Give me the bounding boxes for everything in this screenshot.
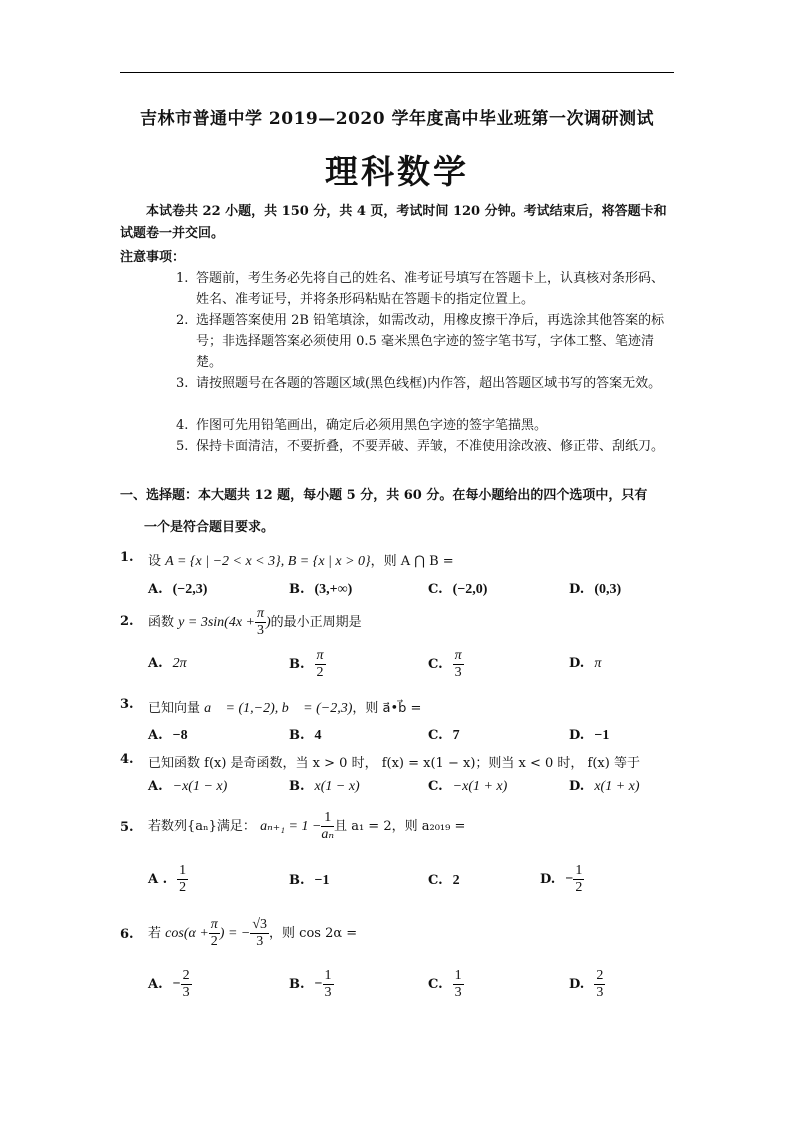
section-heading-line2: 一个是符合题目要求。 [144, 520, 275, 535]
notice-item-text: 作图可先用铅笔画出，确定后必须用黑色字迹的签字笔描黑。 [196, 418, 548, 433]
option-c: C. 2 [428, 873, 460, 888]
notice-item [176, 436, 668, 457]
notice-item-number: 3. [176, 376, 189, 391]
question-stem: 已知函数 f(x) 是奇函数，当 x > 0 时， f(x) = x(1 − x)；则当 x < 0 时， f(x) 等于 [148, 756, 640, 771]
question-number: 5. [120, 820, 134, 835]
notice-item [176, 268, 668, 310]
option-c: C. $\frac{\pi}{3}$ [428, 648, 462, 680]
notice-heading: 注意事项： [120, 250, 186, 265]
option-a: A. −x(1 − x) [148, 779, 228, 794]
question-number: 2. [120, 614, 134, 629]
top-rule [120, 72, 674, 73]
notice-item-text: 选择题答案使用 2B 铅笔填涂，如需改动，用橡皮擦干净后，再选涂其他答案的标号；非选择题答案必须使用 0.5 毫米黑色字迹的签字笔书写，字体工整、笔迹清楚。 [196, 313, 665, 370]
notice-item-text: 答题前，考生务必先将自己的姓名、准考证号填写在答题卡上，认真核对条形码、姓名、准考证号，并将条形码粘贴在答题卡的指定位置上。 [196, 271, 665, 307]
option-a: A. −8 [148, 728, 188, 743]
option-d: D. π [569, 656, 602, 671]
stem-math: aₙ₊₁ = 1 − [260, 819, 322, 834]
option-b: B. 4 [289, 728, 322, 743]
intro-paragraph: 本试卷共 22 小题，共 150 分，共 4 页，考试时间 120 分钟。考试结束后，将答题卡和试题卷一并交回。 [120, 204, 667, 241]
option-b: B. (3,+∞) [289, 582, 353, 597]
section-heading [120, 480, 676, 544]
notice-item-number: 1. [176, 271, 189, 286]
section-heading-line1: 一、选择题：本大题共 12 题，每小题 5 分，共 60 分。在每小题给出的四个选项中，只有 [120, 488, 648, 503]
stem-math: a⃗ = (1,−2), b⃗ = (−2,3) [204, 701, 353, 716]
question-stem [148, 810, 465, 843]
question-number: 6. [120, 927, 134, 942]
stem-text: 设 [148, 554, 162, 569]
stem-text: ，则 cos 2α = [269, 926, 358, 941]
question-stem [148, 606, 362, 639]
option-b: B. x(1 − x) [289, 779, 360, 794]
question-stem [148, 917, 357, 950]
subject-title: 理科数学 [325, 152, 469, 191]
stem-fraction: $\frac{1}{\text{aₙ}}$ [321, 810, 335, 842]
stem-text: ，则 a⃗•b⃗ = [352, 701, 422, 716]
question-stem [148, 550, 454, 570]
stem-math: ) [266, 615, 271, 630]
question-number: 4. [120, 752, 134, 767]
stem-fraction: $\frac{\pi}{2}$ [210, 917, 218, 949]
option-b: B. $\frac{\pi}{2}$ [289, 648, 324, 680]
question-number: 1. [120, 550, 134, 565]
option-d: D. (0,3) [569, 582, 622, 597]
notice-item-number: 5. [176, 439, 189, 454]
stem-text: 函数 [148, 615, 175, 630]
question-5 [120, 810, 680, 850]
stem-fraction: $\frac{\pi}{3}$ [256, 606, 264, 638]
option-a: A. − $\frac{2}{3}$ [148, 968, 190, 1000]
option-d: D. $\frac{2}{3}$ [569, 968, 604, 1000]
stem-fraction: $\frac{√3}{3}$ [252, 917, 268, 949]
stem-text: 且 a₁ = 2，则 a₂₀₁₉ = [334, 819, 466, 834]
notice-item [176, 415, 668, 436]
exam-title: 吉林市普通中学 2019—2020 学年度高中毕业班第一次调研测试 [140, 109, 654, 129]
question-number: 3. [120, 697, 134, 712]
option-c: C. $\frac{1}{3}$ [428, 968, 462, 1000]
notice-item-text: 请按照题号在各题的答题区域(黑色线框)内作答，超出答题区域书写的答案无效。 [196, 376, 662, 391]
option-c: C. −x(1 + x) [428, 779, 508, 794]
stem-text: 的最小正周期是 [270, 615, 362, 630]
option-b: B. −1 [289, 873, 330, 888]
option-a: A. 2π [148, 656, 187, 671]
notice-item-number: 2. [176, 313, 189, 328]
notice-item-text: 保持卡面清洁，不要折叠，不要弄破、弄皱，不准使用涂改液、修正带、刮纸刀。 [196, 439, 665, 454]
notice-item [176, 310, 668, 373]
stem-math: A = {x | −2 < x < 3}, B = {x | x > 0} [165, 554, 371, 569]
option-d: D. − $\frac{1}{2}$ [540, 863, 583, 895]
option-c: C. (−2,0) [428, 582, 488, 597]
stem-math: cos(α + [165, 926, 209, 941]
option-a: A. (−2,3) [148, 582, 208, 597]
stem-math: ) = − [219, 926, 251, 941]
notice-item [176, 373, 668, 394]
stem-math: y = 3sin(4x + [178, 615, 255, 630]
stem-text: 已知向量 [148, 701, 201, 716]
question-6 [120, 917, 680, 957]
option-b: B. − $\frac{1}{3}$ [289, 968, 332, 1000]
question-2 [120, 606, 680, 642]
stem-text: 若数列{aₙ}满足： [148, 819, 256, 834]
stem-text: 若 [148, 926, 162, 941]
question-stem [148, 697, 421, 717]
option-a: A . $\frac{1}{2}$ [148, 863, 187, 895]
option-d: D. −1 [569, 728, 610, 743]
stem-text: ，则 A ⋂ B = [370, 554, 454, 569]
notice-item-number: 4. [176, 418, 189, 433]
option-d: D. x(1 + x) [569, 779, 640, 794]
option-c: C. 7 [428, 728, 460, 743]
